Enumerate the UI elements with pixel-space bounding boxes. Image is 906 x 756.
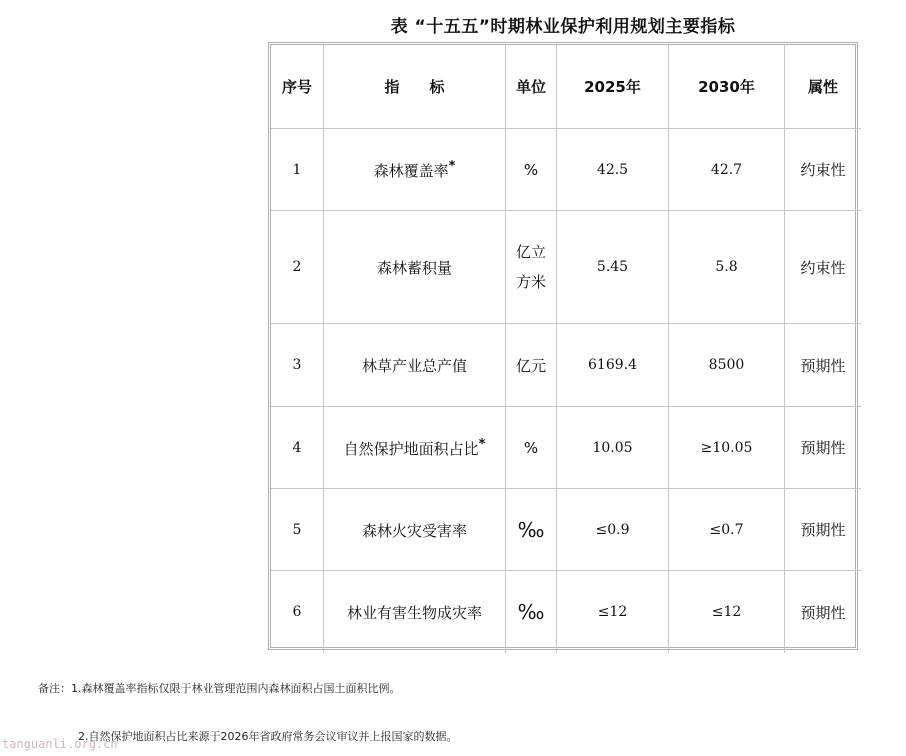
table-row <box>271 211 861 324</box>
row-2030: 8500 <box>669 324 785 407</box>
header-2025: 2025年 <box>557 45 669 129</box>
table-row <box>271 489 861 571</box>
table-title: 表 “十五五”时期林业保护利用规划主要指标 <box>390 17 736 37</box>
row-2030: ≥10.05 <box>669 407 785 489</box>
indicator-label: 森林蓄积量 <box>376 259 452 277</box>
row-2025: 6169.4 <box>557 324 669 407</box>
indicator-label: 森林火灾受害率 <box>361 521 467 540</box>
row-2025: ≤0.9 <box>557 489 669 571</box>
row-no: 4 <box>271 407 324 489</box>
row-no: 5 <box>271 489 324 571</box>
row-2030: ≤0.7 <box>669 489 785 571</box>
header-attribute: 属性 <box>785 45 861 129</box>
row-attribute: 约束性 <box>785 129 861 211</box>
row-unit: % <box>506 407 557 489</box>
row-unit: ‰ <box>506 489 557 571</box>
footnote-2: 2.自然保护地面积占比来源于2026年省政府常务会议审议并上报国家的数据。 <box>78 730 458 743</box>
footnote-1: 备注：1.森林覆盖率指标仅限于林业管理范围内森林面积占国土面积比例。 <box>38 682 401 695</box>
row-unit: % <box>506 129 557 211</box>
row-indicator <box>324 211 506 324</box>
row-2025: 42.5 <box>557 129 669 211</box>
row-attribute: 约束性 <box>785 211 861 324</box>
row-2025: ≤12 <box>557 571 669 653</box>
row-attribute: 预期性 <box>785 489 861 571</box>
table-row <box>271 324 861 407</box>
row-indicator <box>324 407 506 489</box>
row-no: 1 <box>271 129 324 211</box>
row-indicator <box>324 571 506 653</box>
row-2030: ≤12 <box>669 571 785 653</box>
row-no: 3 <box>271 324 324 407</box>
row-attribute: 预期性 <box>800 603 846 622</box>
indicator-table <box>271 45 861 653</box>
row-unit: 亿元 <box>506 324 557 407</box>
table-row <box>271 571 861 653</box>
row-2030: 5.8 <box>669 211 785 324</box>
header-no: 序号 <box>271 45 324 129</box>
row-attribute: 预期性 <box>785 324 861 407</box>
row-indicator <box>324 489 506 571</box>
row-indicator <box>324 324 506 407</box>
row-2030: 42.7 <box>669 129 785 211</box>
indicator-label: 森林覆盖率 <box>373 161 449 180</box>
row-unit: 亿立方米 <box>506 211 557 324</box>
footnote-star: * <box>448 158 456 174</box>
table-row <box>271 407 861 489</box>
row-unit: ‰ <box>506 571 557 653</box>
indicator-label: 自然保护地面积占比 <box>343 439 479 458</box>
row-no: 2 <box>271 211 324 324</box>
row-indicator <box>324 129 506 211</box>
indicator-table-frame <box>268 42 858 650</box>
table-row <box>271 129 861 211</box>
row-2025: 5.45 <box>557 211 669 324</box>
watermark-text: tanguanli.org.cn <box>2 737 118 751</box>
row-attribute: 预期性 <box>785 407 861 489</box>
footnote-star: * <box>478 436 486 452</box>
header-unit: 单位 <box>506 45 557 129</box>
header-indicator: 指 标 <box>324 45 506 129</box>
row-2025: 10.05 <box>557 407 669 489</box>
header-2030: 2030年 <box>669 45 785 129</box>
indicator-label: 林草产业总产值 <box>361 357 467 375</box>
row-no: 6 <box>271 571 324 653</box>
table-header-row <box>271 45 861 129</box>
indicator-label: 林业有害生物成灾率 <box>346 604 482 622</box>
